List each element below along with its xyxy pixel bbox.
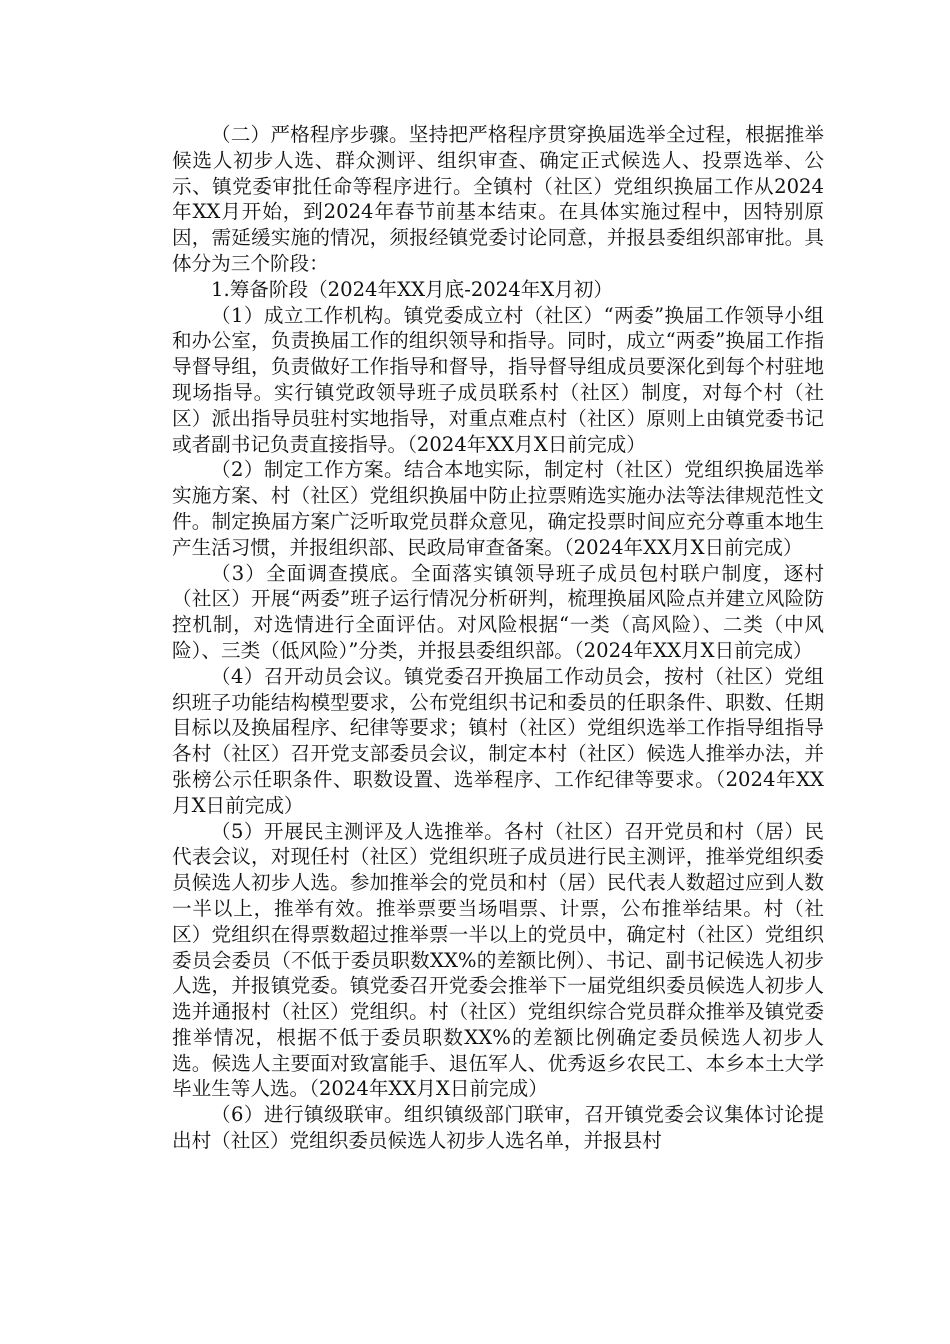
paragraph-item-3: （3）全面调查摸底。全面落实镇领导班子成员包村联户制度，逐村（社区）开展“两委”班子运行情况分析研判，梳理换届风险点并建立风险防控机制，对选情进行全面评估。对风险根据“一类（高风险）、二类（中风险）、三类（低风险）”分类，并报县委组织部。（2024年XX月X日前完成）	[172, 561, 824, 662]
heading-preparation-stage: 1.筹备阶段（2024年XX月底-2024年X月初）	[211, 277, 614, 301]
paragraph-item-5: （5）开展民主测评及人选推举。各村（社区）召开党员和村（居）民代表会议，对现任村（社区）党组织班子成员进行民主测评，推举党组织委员候选人初步人选。参加推举会的党员和村（居）民代表人数超过应到人数一半以上，推举有效。推举票要当场唱票、计票，公布推举结果。村（社区）党组织在得票数超过推举票一半以上的党员中，确定村（社区）党组织委员会委员（不低于委员职数XX%的差额比例）、书记、副书记候选人初步人选，并报镇党委。镇党委召开党委会推举下一届党组织委员候选人初步人选并通报村（社区）党组织。村（社区）党组织综合党员群众推举及镇党委推举情况，根据不低于委员职数XX%的差额比例确定委员候选人初步人选。候选人主要面对致富能手、退伍军人、优秀返乡农民工、本乡本土大学毕业生等人选。（2024年XX月X日前完成）	[172, 819, 824, 1101]
paragraph-item-4: （4）召开动员会议。镇党委召开换届工作动员会，按村（社区）党组织班子功能结构模型要求，公布党组织书记和委员的任职条件、职数、任期目标以及换届程序、纪律等要求；镇村（社区）党组织选举工作指导组指导各村（社区）召开党支部委员会议，制定本村（社区）候选人推举办法，并张榜公示任职条件、职数设置、选举程序、工作纪律等要求。（2024年XX月X日前完成）	[172, 664, 824, 817]
paragraph-item-6: （6）进行镇级联审。组织镇级部门联审，召开镇党委会议集体讨论提出村（社区）党组织委员候选人初步人选名单，并报县村	[172, 1103, 824, 1153]
document-page	[172, 122, 824, 1154]
paragraph-item-2: （2）制定工作方案。结合本地实际，制定村（社区）党组织换届选举实施方案、村（社区）党组织换届中防止拉票贿选实施办法等法律规范性文件。制定换届方案广泛听取党员群众意见，确定投票时间应充分尊重本地生产生活习惯，并报组织部、民政局审查备案。（2024年XX月X日前完成）	[172, 458, 824, 559]
paragraph-item-1: （1）成立工作机构。镇党委成立村（社区）“两委”换届工作领导小组和办公室，负责换届工作的组织领导和指导。同时，成立“两委”换届工作指导督导组，负责做好工作指导和督导，指导督导组成员要深化到每个村驻地现场指导。实行镇党政领导班子成员联系村（社区）制度，对每个村（社区）派出指导员驻村实地指导，对重点难点村（社区）原则上由镇党委书记或者副书记负责直接指导。（2024年XX月X日前完成）	[172, 303, 824, 456]
paragraph-procedure-steps: （二）严格程序步骤。坚持把严格程序贯穿换届选举全过程，根据推举候选人初步人选、群众测评、组织审查、确定正式候选人、投票选举、公示、镇党委审批任命等程序进行。全镇村（社区）党组织换届工作从2024年XX月开始，到2024年春节前基本结束。在具体实施过程中，因特别原因，需延缓实施的情况，须报经镇党委讨论同意，并报县委组织部审批。具体分为三个阶段：	[172, 123, 824, 275]
